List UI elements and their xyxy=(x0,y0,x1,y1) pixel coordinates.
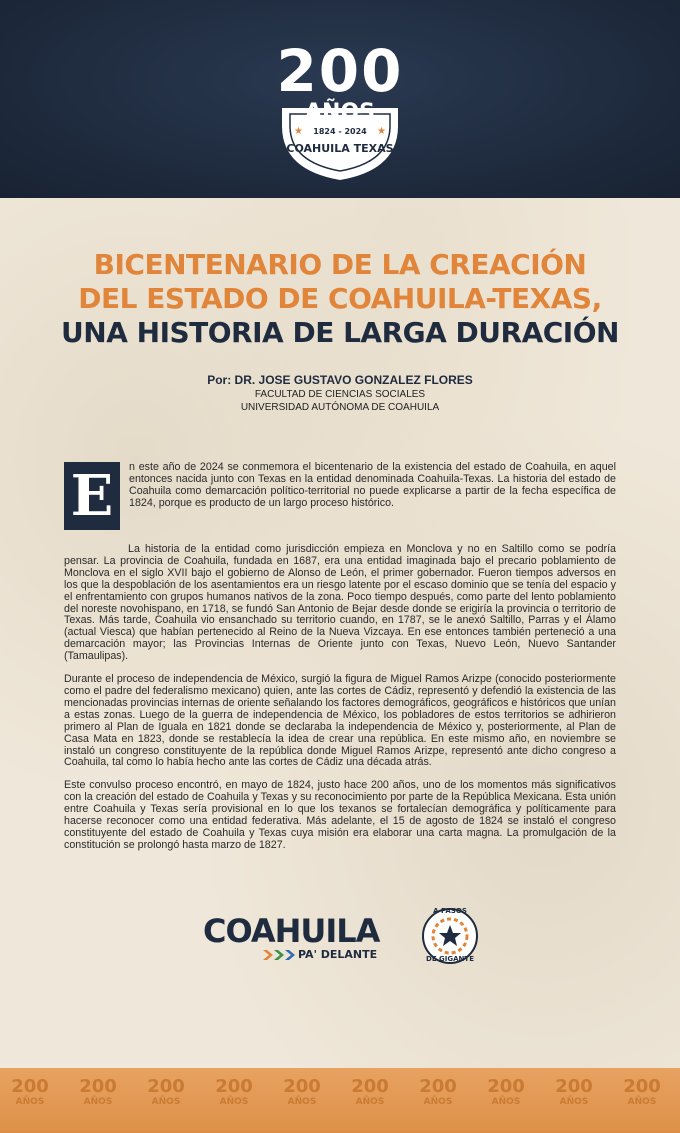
title-line-3: UNA HISTORIA DE LARGA DURACIÓN xyxy=(61,316,619,349)
article-title xyxy=(0,248,680,350)
author-line xyxy=(0,372,680,388)
svg-text:★: ★ xyxy=(294,126,303,137)
badge-number: 200 xyxy=(276,37,404,105)
badge-word: AÑOS xyxy=(305,100,375,125)
byline xyxy=(0,372,680,414)
footer-badge: 200 AÑOS xyxy=(283,1076,321,1107)
author-university: UNIVERSIDAD AUTÓNOMA DE COAHUILA xyxy=(240,402,440,413)
footer-band xyxy=(0,1068,680,1133)
paragraph-1-text: n este año de 2024 se conmemora el bicentenario de la existencia del estado de Coahuila, en aquel entonces nacida junto con Texas en la entidad denominada Coahuila-Texas. La historia del estado de Coahuila como demarcación político-territorial no puede explicarse a partir de la fecha específica de 1824, porque es producto de un largo proceso histórico. xyxy=(129,461,616,509)
footer-badge: 200 AÑOS xyxy=(351,1076,389,1107)
title-line-2: DEL ESTADO DE COAHUILA-TEXAS, xyxy=(78,282,602,315)
footer-badge: 200 AÑOS xyxy=(11,1076,49,1107)
author-name: DR. JOSE GUSTAVO GONZALEZ FLORES xyxy=(234,373,473,387)
title-line-1: BICENTENARIO DE LA CREACIÓN xyxy=(93,248,587,281)
footer-badge: 200 AÑOS xyxy=(487,1076,525,1107)
article-body xyxy=(64,462,616,863)
badge-years: 1824 - 2024 xyxy=(313,127,367,136)
badge-arc-text: COAHUILA TEXAS xyxy=(286,142,394,155)
pasos-bottom-text: DE GIGANTE xyxy=(426,955,474,963)
pasos-top-text: A PASOS xyxy=(433,907,467,915)
bicentennial-badge xyxy=(260,30,420,190)
sponsor-logos xyxy=(0,905,680,975)
coahuila-logo-tagline: PA' DELANTE xyxy=(298,948,378,961)
header-banner xyxy=(0,0,680,198)
author-faculty: FACULTAD DE CIENCIAS SOCIALES xyxy=(254,389,426,400)
coahuila-logo-word: COAHUILA xyxy=(203,912,380,950)
footer-badge: 200 AÑOS xyxy=(419,1076,457,1107)
paragraph-2: La historia de la entidad como jurisdicción empieza en Monclova y no en Saltillo como se podría pensar. La provincia de Coahuila, fundada en 1687, era una entidad imaginada bajo el precario poblamiento de Monclova en el siglo XVII bajo el gobierno de Alonso de León, el primer gobernador. Fueron tiempos adversos en los que la despoblación de los asentamientos era un riesgo latente por el escaso dominio que se tenía del espacio y el enfrentamiento con grupos humanos nativos de la zona. Poco tiempo después, como parte del lento poblamiento del noreste novohispano, en 1718, se fundó San Antonio de Bejar desde donde se erigiría la provincia o territorio de Texas. Más tarde, Coahuila vio ensanchado su territorio cuando, en 1787, se le anexó Saltillo, Parras y el Álamo (actual Viesca) que habían pertenecido al Reino de la Nueva Vizcaya. En ese entonces también perteneció a una demarcación mayor; las Provincias Internas de Oriente junto con Texas, Nuevo León, Nuevo Santander (Tamaulipas). xyxy=(64,543,616,663)
drop-cap: E xyxy=(64,462,120,530)
paragraph-4: Este convulso proceso encontró, en mayo de 1824, justo hace 200 años, uno de los momentos más significativos con la creación del estado de Coahuila y Texas y su reconocimiento por parte de la República Mexicana. Esta unión entre Coahuila y Texas sería provisional en lo que los texanos se fortalecían demográfica y políticamente para hacerse reconocer como una entidad federativa. Más adelante, el 15 de agosto de 1824 se instaló el congreso constituyente del estado de Coahuila y Texas cuya misión era elaborar una carta magna. La promulgación de la constitución se prolongó hasta marzo de 1827. xyxy=(64,779,616,851)
footer-badge: 200 AÑOS xyxy=(623,1076,661,1107)
pasos-de-gigante-logo xyxy=(420,905,480,967)
svg-text:★: ★ xyxy=(377,126,386,137)
paragraph-3: Durante el proceso de independencia de México, surgió la figura de Miguel Ramos Arizpe (conocido posteriormente como el padre del federalismo mexicano) quien, ante las cortes de Cádiz, representó y defendió la existencia de las mencionadas provincias internas de oriente señalando los factores demográficos, geográficos e históricos que unían a estas zonas. Luego de la guerra de independencia de México, los pobladores de estos territorios se adhirieron primero al Plan de Iguala en 1821 donde se declaraba la independencia de México y, posteriormente, al Plan de Casa Mata en 1823, donde se restablecía la idea de crear una república. En este mismo año, en noviembre se instaló un congreso constituyente de la república donde Miguel Ramos Arizpe, representó ante dicho congreso a Coahuila, tal como lo había hecho ante las cortes de Cádiz una década atrás. xyxy=(64,673,616,769)
footer-badge: 200 AÑOS xyxy=(147,1076,185,1107)
author-prefix: Por: xyxy=(207,373,235,387)
footer-badge: 200 AÑOS xyxy=(555,1076,593,1107)
footer-badge: 200 AÑOS xyxy=(215,1076,253,1107)
coahuila-logo xyxy=(203,912,393,975)
footer-badge: 200 AÑOS xyxy=(79,1076,117,1107)
paragraph-1 xyxy=(64,462,616,530)
arrows-icon xyxy=(263,949,297,961)
